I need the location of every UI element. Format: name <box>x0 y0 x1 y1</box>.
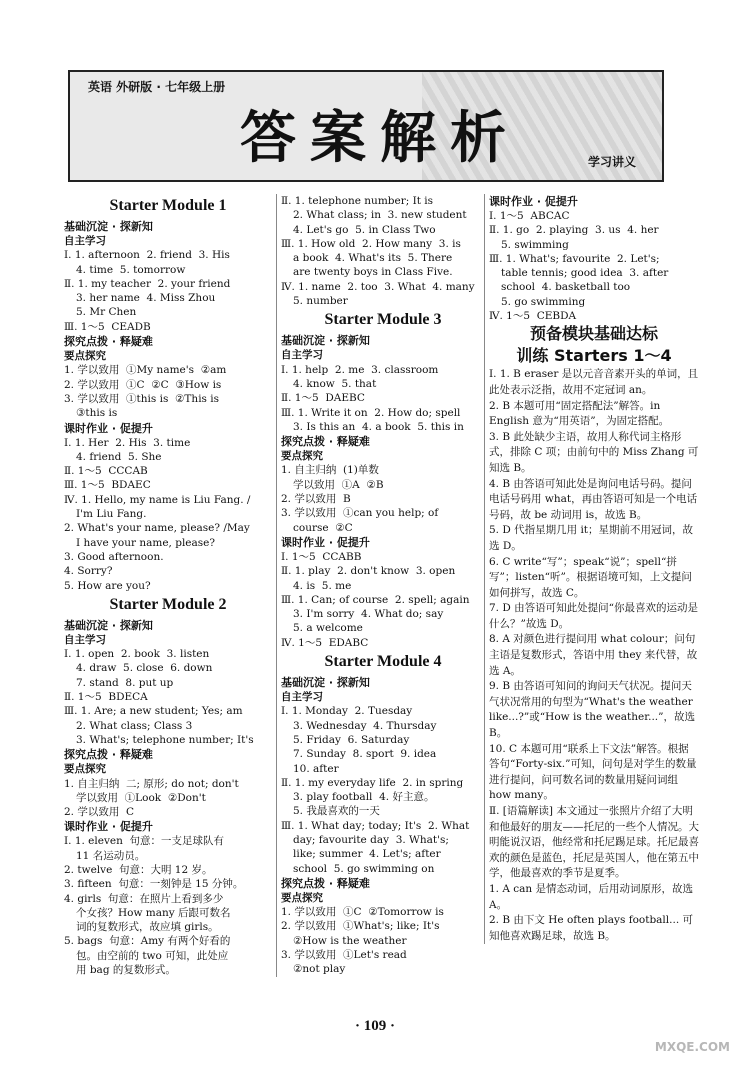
answer-explanation: 7. D 由答语可知此处提问“你最喜欢的运动是什么？”故选 D。 <box>489 602 698 630</box>
test-title: 预备模块基础达标 <box>529 324 658 344</box>
subsection-heading: 自主学习 <box>64 633 106 646</box>
answer-line: 11 名运动员。 <box>76 849 146 862</box>
section-heading: 探究点拨 · 释疑难 <box>281 876 370 890</box>
answer-line: 2. 学以致用 B <box>281 493 351 506</box>
answer-line: 3. What's; telephone number; It's <box>76 733 254 746</box>
subsection-heading: 自主学习 <box>281 349 323 362</box>
answer-line: a book 4. What's its 5. There <box>293 252 453 265</box>
module-heading: Starter Module 4 <box>324 653 442 671</box>
answer-line: 3. 学以致用 ①this is ②This is <box>64 392 220 405</box>
answer-explanation: Ⅰ. 1. B eraser 是以元音音素开头的单词，且此处表示泛指，故用不定冠词 an。 <box>489 368 699 396</box>
answer-line: Ⅱ. 1. go 2. playing 3. us 4. her <box>489 224 659 237</box>
answer-line: 7. Sunday 8. sport 9. idea <box>293 748 437 761</box>
answer-line: Ⅰ. 1. Her 2. His 3. time <box>64 436 191 449</box>
answer-line: ②not play <box>293 963 346 976</box>
answer-line: Ⅲ. 1～5 BDAEC <box>64 479 151 492</box>
answer-line: 4. friend 5. She <box>76 450 162 463</box>
answer-explanation: 2. B 本题可用“固定搭配法”解答。in English 意为“用英语”，为固定搭配。 <box>489 399 670 428</box>
answer-line: 5. How are you? <box>64 579 151 592</box>
header-banner <box>68 70 664 182</box>
answer-line: Ⅱ. 1～5 DAEBC <box>281 392 365 405</box>
answer-line: Ⅲ. 1. How old 2. How many 3. is <box>281 237 461 250</box>
answer-explanation: 5. D 代指星期几用 it；星期前不用冠词，故选 D。 <box>489 524 694 552</box>
section-heading: 探究点拨 · 释疑难 <box>281 435 370 449</box>
answer-explanation: 4. B 由答语可知此处是询问电话号码。提问电话号码用 what，再由答语可知是一个电话号码，故 be 动词用 is，故选 B。 <box>489 477 698 521</box>
subsection-heading: 要点探究 <box>281 450 323 463</box>
book-subtitle: 英语 外研版 · 七年级上册 <box>88 80 226 94</box>
answer-line: Ⅱ. 1. telephone number; It is <box>281 195 434 207</box>
section-heading: 探究点拨 · 释疑难 <box>64 748 153 762</box>
answer-line: course ②C <box>293 521 353 534</box>
answer-line: 1. 自主归纳 (1)单数 <box>281 464 379 477</box>
section-heading: 探究点拨 · 释疑难 <box>64 335 153 349</box>
answer-line: 5. 我最喜欢的一天 <box>293 805 380 818</box>
answer-line: 3. Is this an 4. a book 5. this in <box>293 420 464 433</box>
answer-line: 4. Let's go 5. in Class Two <box>293 223 436 236</box>
module-heading: Starter Module 2 <box>109 595 227 613</box>
answer-line: Ⅱ. 1. my teacher 2. your friend <box>64 277 231 290</box>
answer-line: 包。由空前的 two 可知，此处应 <box>76 949 229 962</box>
subsection-heading: 自主学习 <box>281 691 323 704</box>
answer-line: 4. know 5. that <box>293 377 377 390</box>
answer-line: 2. twelve 句意：大明 12 岁。 <box>64 863 213 876</box>
subsection-heading: 要点探究 <box>281 891 323 904</box>
answer-line: 用 bag 的复数形式。 <box>76 964 176 977</box>
answer-line: 5. Mr Chen <box>76 306 137 319</box>
answer-line: Ⅰ. 1～5 CCABB <box>281 550 362 563</box>
answer-line: Ⅲ. 1. Write it on 2. How do; spell <box>281 406 461 419</box>
answer-explanation: 3. B 此处缺少主语，故用人称代词主格形式，排除 C 项；由前句中的 Miss Zhang 可知选 B。 <box>489 430 699 474</box>
answer-line: 词的复数形式，故应填 girls。 <box>76 921 219 934</box>
answer-line: day; favourite day 3. What's; <box>293 833 449 846</box>
answer-column-2 <box>276 194 485 977</box>
answer-line: 4. Sorry? <box>64 565 113 578</box>
book-tag: 学习讲义 <box>587 155 636 169</box>
answer-line: 3. her name 4. Miss Zhou <box>76 292 216 305</box>
answer-line: like; summer 4. Let's; after <box>293 848 441 861</box>
answer-line: 学以致用 ①Look ②Don't <box>76 791 206 804</box>
section-heading: 基础沉淀 · 探新知 <box>64 618 153 632</box>
answer-line: 2. 学以致用 C <box>64 806 135 819</box>
answer-line: 5. a welcome <box>293 622 363 635</box>
section-heading: 课时作业 · 促提升 <box>64 820 153 834</box>
answer-line: I'm Liu Fang. <box>76 508 147 521</box>
answer-line: 3. 学以致用 ①Let's read <box>281 949 407 962</box>
answer-line: 3. 学以致用 ①can you help; of <box>281 507 439 520</box>
answer-line: 5. number <box>293 295 348 308</box>
answer-line: Ⅰ. 1～5 ABCAC <box>489 210 570 222</box>
page-title: 答案解析 <box>240 106 520 171</box>
answer-explanation: 2. B 由下文 He often plays football... 可知他喜欢踢足球，故选 B。 <box>489 914 693 942</box>
answer-line: Ⅲ. 1. What's; favourite 2. Let's; <box>489 252 660 265</box>
answer-line: 2. 学以致用 ①What's; like; It's <box>281 920 440 933</box>
answer-line: 3. Good afternoon. <box>64 550 164 563</box>
answer-line: 3. fifteen 句意：一刻钟是 15 分钟。 <box>64 878 244 891</box>
answer-line: 7. stand 8. put up <box>76 676 174 689</box>
subsection-heading: 要点探究 <box>64 763 106 776</box>
answer-line: Ⅲ. 1～5 CEADB <box>64 320 151 333</box>
section-heading: 课时作业 · 促提升 <box>281 535 370 549</box>
answer-line: 5. swimming <box>501 238 569 251</box>
answer-line: 3. play football 4. 好主意。 <box>293 791 435 804</box>
answer-line: ③this is <box>76 407 118 420</box>
answer-column-1 <box>64 194 272 977</box>
answer-line: Ⅳ. 1. name 2. too 3. What 4. many <box>281 280 475 293</box>
section-heading: 基础沉淀 · 探新知 <box>281 676 370 690</box>
answer-line: school 5. go swimming on <box>293 862 435 875</box>
answer-line: 4. time 5. tomorrow <box>76 263 186 276</box>
answer-line: Ⅱ. 1～5 BDECA <box>64 691 148 704</box>
answer-line: Ⅰ. 1. eleven 句意：一支足球队有 <box>64 835 225 848</box>
module-heading: Starter Module 1 <box>109 197 227 214</box>
answer-line: Ⅱ. 1. my everyday life 2. in spring <box>281 776 464 789</box>
answer-line: 1. 自主归纳 二; 原形; do not; don't <box>64 777 239 790</box>
answer-line: 个女孩？How many 后跟可数名 <box>76 906 231 919</box>
answer-explanation: 6. C write“写”；speak“说”；spell“拼写”；listen“听”。根据语境可知，上文提问如何拼写，故选 C。 <box>489 555 692 599</box>
answer-line: Ⅲ. 1. Can; of course 2. spell; again <box>281 593 470 606</box>
answer-line: 3. I'm sorry 4. What do; say <box>293 608 444 621</box>
answer-line: Ⅰ. 1. Monday 2. Tuesday <box>281 705 413 718</box>
answer-line: 4. girls 句意：在照片上看到多少 <box>64 892 224 905</box>
answer-line: Ⅲ. 1. Are; a new student; Yes; am <box>64 705 243 718</box>
answer-explanation: 8. A 对颜色进行提问用 what colour；问句主语是复数形式，答语中用 they 来代替，故选 A。 <box>489 633 698 677</box>
answer-line: Ⅰ. 1. help 2. me 3. classroom <box>281 363 439 376</box>
module-heading: Starter Module 3 <box>324 311 442 329</box>
answer-explanation: 1. A can 是情态动词，后用动词原形，故选 A。 <box>489 882 694 911</box>
section-heading: 基础沉淀 · 探新知 <box>64 220 153 233</box>
answer-line: 5. go swimming <box>501 295 586 308</box>
answer-line: Ⅳ. 1～5 CEBDA <box>489 310 577 323</box>
answer-line: Ⅱ. 1. play 2. don't know 3. open <box>281 565 456 578</box>
page-number: · 109 · <box>354 1018 395 1034</box>
test-title: 训练 Starters 1～4 <box>516 346 672 366</box>
answer-line: Ⅳ. 1. Hello, my name is Liu Fang. / <box>64 493 251 506</box>
answer-column-3 <box>484 194 699 944</box>
answer-line: 4. draw 5. close 6. down <box>76 662 213 675</box>
answer-line: 2. 学以致用 ①C ②C ③How is <box>64 378 222 391</box>
subsection-heading: 自主学习 <box>64 235 106 247</box>
answer-line: are twenty boys in Class Five. <box>293 266 453 279</box>
watermark: MXQE.COM <box>654 1040 730 1054</box>
answer-line: school 4. basketball too <box>501 281 631 294</box>
section-heading: 课时作业 · 促提升 <box>489 195 578 208</box>
answer-line: 10. after <box>293 762 339 775</box>
answer-line: ②How is the weather <box>293 934 407 947</box>
answer-line: 3. Wednesday 4. Thursday <box>293 719 437 732</box>
answer-line: 1. 学以致用 ①My name's ②am <box>64 364 227 377</box>
section-heading: 基础沉淀 · 探新知 <box>281 334 370 348</box>
answer-line: 2. What class; in 3. new student <box>293 209 467 222</box>
section-heading: 课时作业 · 促提升 <box>64 421 153 435</box>
answer-line: Ⅱ. 1～5 CCCAB <box>64 465 148 478</box>
answer-line: table tennis; good idea 3. after <box>501 267 669 280</box>
answer-line: Ⅲ. 1. What day; today; It's 2. What <box>281 819 470 832</box>
answer-line: 2. What class; Class 3 <box>76 719 193 732</box>
answer-line: 2. What's your name, please? /May <box>64 522 250 535</box>
answer-explanation: 10. C 本题可用“联系上下文法”解答。根据答句“Forty-six.”可知，问句是对学生的数量进行提问，问可数名词的数量用疑问词组 how many。 <box>489 742 697 802</box>
answer-line: Ⅰ. 1. open 2. book 3. listen <box>64 648 210 661</box>
subsection-heading: 要点探究 <box>64 350 106 363</box>
answer-explanation: 9. B 由答语可知问的询问天气状况。提问天气状况常用的句型为“What's the weather like...?”或“How is the weather...”，故选 B。 <box>489 680 695 740</box>
answer-line: Ⅰ. 1. afternoon 2. friend 3. His <box>64 249 230 262</box>
answer-line: I have your name, please? <box>76 536 216 549</box>
answer-line: 4. is 5. me <box>293 579 352 592</box>
answer-line: 5. bags 句意：Amy 有两个好看的 <box>64 935 231 948</box>
answer-line: 5. Friday 6. Saturday <box>293 733 410 746</box>
answer-line: 1. 学以致用 ①C ②Tomorrow is <box>281 906 444 919</box>
answer-line: 学以致用 ①A ②B <box>293 478 384 491</box>
answer-line: Ⅳ. 1～5 EDABC <box>281 636 369 649</box>
answer-explanation: Ⅱ. [语篇解读] 本文通过一张照片介绍了大明和他最好的朋友——托尼的一些个人情况。大明能说汉语，他经常和托尼踢足球。托尼最喜欢的颜色是蓝色，托尼是英国人，他在第五中学，他最喜欢的季节是夏季。 <box>489 805 699 880</box>
